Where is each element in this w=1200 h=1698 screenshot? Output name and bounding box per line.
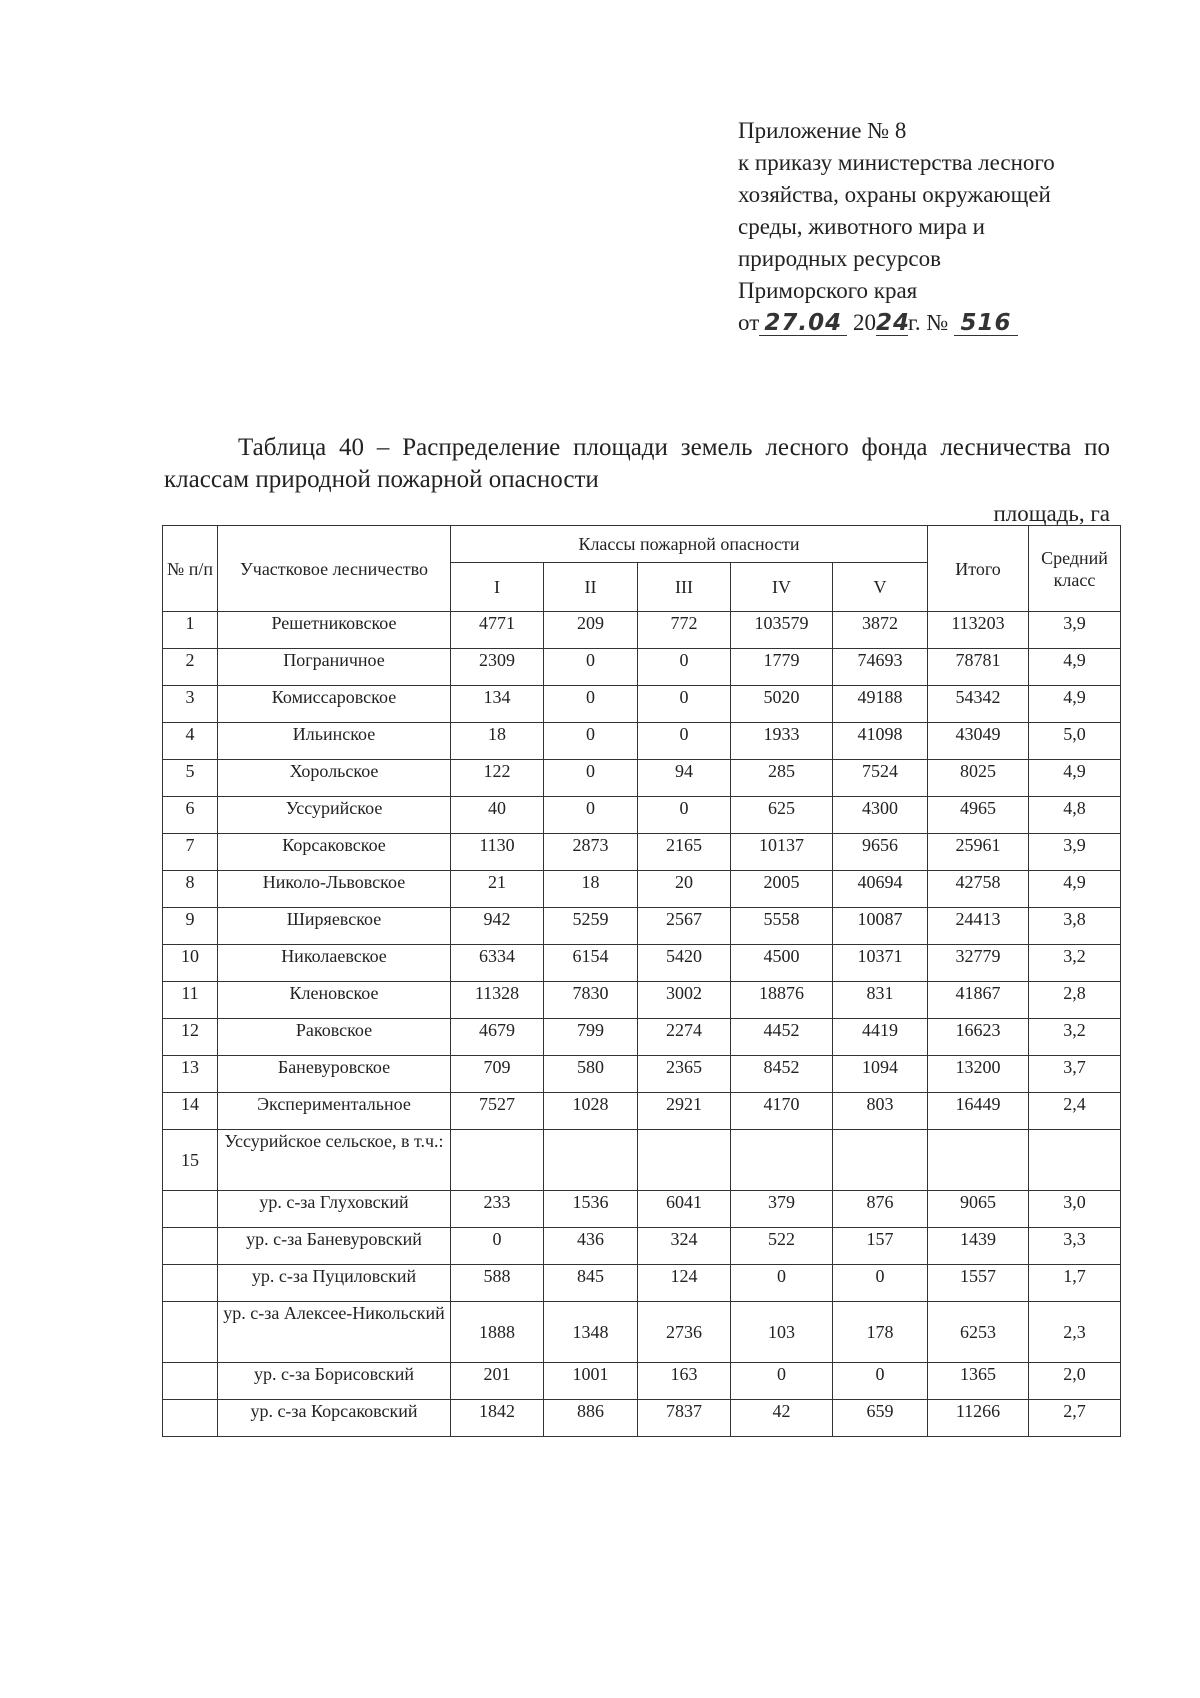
row-number-cell: 8 bbox=[163, 871, 218, 908]
row-number-cell bbox=[163, 1302, 218, 1363]
table-caption: Таблица 40 – Распределение площади земель лесного фонда лесничества по классам природной пожарной опасности bbox=[164, 434, 1110, 493]
class-value-cell: 18 bbox=[544, 871, 638, 908]
class-value-cell: 580 bbox=[544, 1056, 638, 1093]
class-value-cell: 0 bbox=[638, 797, 731, 834]
table-row bbox=[163, 649, 1121, 686]
table-row bbox=[163, 797, 1121, 834]
class-value-cell: 20 bbox=[638, 871, 731, 908]
class-value-cell: 2309 bbox=[451, 649, 544, 686]
class-value-cell: 803 bbox=[833, 1093, 928, 1130]
class-value-cell: 0 bbox=[833, 1265, 928, 1302]
average-class-cell: 2,3 bbox=[1029, 1302, 1121, 1363]
total-cell: 4965 bbox=[928, 797, 1029, 834]
class-value-cell: 0 bbox=[731, 1363, 833, 1400]
class-value-cell: 324 bbox=[638, 1228, 731, 1265]
class-value-cell: 6154 bbox=[544, 945, 638, 982]
table-row bbox=[163, 871, 1121, 908]
row-number-cell: 6 bbox=[163, 797, 218, 834]
header-total: Итого bbox=[928, 526, 1029, 612]
order-from-label: от bbox=[738, 310, 760, 335]
table-row bbox=[163, 1191, 1121, 1228]
row-number-cell: 15 bbox=[163, 1130, 218, 1191]
total-cell: 9065 bbox=[928, 1191, 1029, 1228]
header-class-i: I bbox=[451, 563, 544, 612]
average-class-cell: 2,7 bbox=[1029, 1400, 1121, 1437]
class-value-cell: 2274 bbox=[638, 1019, 731, 1056]
class-value-cell: 103 bbox=[731, 1302, 833, 1363]
total-cell: 16623 bbox=[928, 1019, 1029, 1056]
order-year-handwritten: 24 bbox=[876, 310, 911, 336]
table-row bbox=[163, 1130, 1121, 1191]
table-row bbox=[163, 686, 1121, 723]
class-value-cell bbox=[544, 1130, 638, 1191]
class-value-cell: 0 bbox=[638, 649, 731, 686]
table-row bbox=[163, 760, 1121, 797]
class-value-cell: 2365 bbox=[638, 1056, 731, 1093]
total-cell: 1439 bbox=[928, 1228, 1029, 1265]
class-value-cell: 625 bbox=[731, 797, 833, 834]
class-value-cell: 233 bbox=[451, 1191, 544, 1228]
row-number-cell: 14 bbox=[163, 1093, 218, 1130]
class-value-cell: 0 bbox=[544, 760, 638, 797]
class-value-cell: 1536 bbox=[544, 1191, 638, 1228]
district-name-cell: Корсаковское bbox=[218, 834, 451, 871]
district-name-cell: Хорольское bbox=[218, 760, 451, 797]
row-number-cell: 13 bbox=[163, 1056, 218, 1093]
district-name-cell: Баневуровское bbox=[218, 1056, 451, 1093]
table-header bbox=[163, 526, 1121, 612]
table-row bbox=[163, 723, 1121, 760]
class-value-cell: 1094 bbox=[833, 1056, 928, 1093]
row-number-cell bbox=[163, 1228, 218, 1265]
district-name-cell: Уссурийское bbox=[218, 797, 451, 834]
table-row bbox=[163, 834, 1121, 871]
average-class-cell: 3,2 bbox=[1029, 1019, 1121, 1056]
class-value-cell: 42 bbox=[731, 1400, 833, 1437]
district-name-cell: ур. с-за Алексее-Никольский bbox=[218, 1302, 451, 1363]
class-value-cell: 1888 bbox=[451, 1302, 544, 1363]
appendix-line: природных ресурсов bbox=[738, 246, 941, 271]
class-value-cell: 2567 bbox=[638, 908, 731, 945]
class-value-cell: 10371 bbox=[833, 945, 928, 982]
class-value-cell: 5020 bbox=[731, 686, 833, 723]
table-row bbox=[163, 1093, 1121, 1130]
class-value-cell: 4419 bbox=[833, 1019, 928, 1056]
average-class-cell: 4,8 bbox=[1029, 797, 1121, 834]
district-name-cell: Николаевское bbox=[218, 945, 451, 982]
class-value-cell: 588 bbox=[451, 1265, 544, 1302]
class-value-cell: 772 bbox=[638, 612, 731, 649]
fire-danger-table bbox=[162, 525, 1121, 1437]
appendix-line: хозяйства, охраны окружающей bbox=[738, 182, 1051, 207]
class-value-cell: 5259 bbox=[544, 908, 638, 945]
row-number-cell: 5 bbox=[163, 760, 218, 797]
district-name-cell: Комиссаровское bbox=[218, 686, 451, 723]
table-row bbox=[163, 1302, 1121, 1363]
total-cell bbox=[928, 1130, 1029, 1191]
average-class-cell: 3,3 bbox=[1029, 1228, 1121, 1265]
district-name-cell: Пограничное bbox=[218, 649, 451, 686]
class-value-cell: 7830 bbox=[544, 982, 638, 1019]
header-class-v: V bbox=[833, 563, 928, 612]
class-value-cell: 285 bbox=[731, 760, 833, 797]
class-value-cell: 4679 bbox=[451, 1019, 544, 1056]
class-value-cell: 7527 bbox=[451, 1093, 544, 1130]
class-value-cell: 876 bbox=[833, 1191, 928, 1228]
table-row bbox=[163, 1265, 1121, 1302]
average-class-cell: 3,8 bbox=[1029, 908, 1121, 945]
class-value-cell: 886 bbox=[544, 1400, 638, 1437]
total-cell: 8025 bbox=[928, 760, 1029, 797]
class-value-cell bbox=[638, 1130, 731, 1191]
header-class-ii: II bbox=[544, 563, 638, 612]
class-value-cell bbox=[833, 1130, 928, 1191]
average-class-cell bbox=[1029, 1130, 1121, 1191]
row-number-cell bbox=[163, 1363, 218, 1400]
class-value-cell: 40 bbox=[451, 797, 544, 834]
class-value-cell: 5558 bbox=[731, 908, 833, 945]
class-value-cell: 942 bbox=[451, 908, 544, 945]
class-value-cell: 1001 bbox=[544, 1363, 638, 1400]
class-value-cell: 0 bbox=[638, 723, 731, 760]
total-cell: 1557 bbox=[928, 1265, 1029, 1302]
class-value-cell: 124 bbox=[638, 1265, 731, 1302]
class-value-cell: 18876 bbox=[731, 982, 833, 1019]
class-value-cell: 74693 bbox=[833, 649, 928, 686]
class-value-cell: 41098 bbox=[833, 723, 928, 760]
appendix-line: Приложение № 8 bbox=[738, 118, 907, 143]
average-class-cell: 3,7 bbox=[1029, 1056, 1121, 1093]
class-value-cell: 379 bbox=[731, 1191, 833, 1228]
total-cell: 13200 bbox=[928, 1056, 1029, 1093]
average-class-cell: 5,0 bbox=[1029, 723, 1121, 760]
district-name-cell: Раковское bbox=[218, 1019, 451, 1056]
class-value-cell: 10137 bbox=[731, 834, 833, 871]
average-class-cell: 4,9 bbox=[1029, 686, 1121, 723]
class-value-cell: 4300 bbox=[833, 797, 928, 834]
class-value-cell: 659 bbox=[833, 1400, 928, 1437]
table-row bbox=[163, 1228, 1121, 1265]
district-name-cell: Экспериментальное bbox=[218, 1093, 451, 1130]
class-value-cell: 0 bbox=[544, 649, 638, 686]
class-value-cell: 0 bbox=[451, 1228, 544, 1265]
appendix-line: Приморского края bbox=[738, 278, 918, 303]
district-name-cell: ур. с-за Баневуровский bbox=[218, 1228, 451, 1265]
order-year-prefix: 20 bbox=[853, 310, 876, 335]
district-name-cell: Ильинское bbox=[218, 723, 451, 760]
class-value-cell: 18 bbox=[451, 723, 544, 760]
appendix-line: к приказу министерства лесного bbox=[738, 150, 1055, 175]
row-number-cell: 3 bbox=[163, 686, 218, 723]
row-number-cell bbox=[163, 1265, 218, 1302]
average-class-cell: 2,4 bbox=[1029, 1093, 1121, 1130]
class-value-cell: 3872 bbox=[833, 612, 928, 649]
class-value-cell: 436 bbox=[544, 1228, 638, 1265]
total-cell: 25961 bbox=[928, 834, 1029, 871]
class-value-cell: 49188 bbox=[833, 686, 928, 723]
table-row bbox=[163, 945, 1121, 982]
average-class-cell: 4,9 bbox=[1029, 871, 1121, 908]
class-value-cell: 3002 bbox=[638, 982, 731, 1019]
total-cell: 113203 bbox=[928, 612, 1029, 649]
total-cell: 16449 bbox=[928, 1093, 1029, 1130]
district-name-cell: ур. с-за Борисовский bbox=[218, 1363, 451, 1400]
class-value-cell: 1130 bbox=[451, 834, 544, 871]
header-number: № п/п bbox=[163, 526, 218, 612]
class-value-cell: 163 bbox=[638, 1363, 731, 1400]
appendix-line: среды, животного мира и bbox=[738, 214, 985, 239]
total-cell: 6253 bbox=[928, 1302, 1029, 1363]
header-classes-group: Классы пожарной опасности bbox=[451, 526, 928, 563]
average-class-cell: 3,9 bbox=[1029, 834, 1121, 871]
row-number-cell: 1 bbox=[163, 612, 218, 649]
table-row bbox=[163, 1363, 1121, 1400]
row-number-cell: 2 bbox=[163, 649, 218, 686]
total-cell: 42758 bbox=[928, 871, 1029, 908]
class-value-cell: 2873 bbox=[544, 834, 638, 871]
district-name-cell: ур. с-за Глуховский bbox=[218, 1191, 451, 1228]
class-value-cell: 157 bbox=[833, 1228, 928, 1265]
average-class-cell: 3,9 bbox=[1029, 612, 1121, 649]
header-district: Участковое лесничество bbox=[218, 526, 451, 612]
total-cell: 41867 bbox=[928, 982, 1029, 1019]
class-value-cell: 8452 bbox=[731, 1056, 833, 1093]
order-number-label: г. № bbox=[908, 310, 949, 335]
class-value-cell: 209 bbox=[544, 612, 638, 649]
row-number-cell: 10 bbox=[163, 945, 218, 982]
class-value-cell: 5420 bbox=[638, 945, 731, 982]
class-value-cell: 799 bbox=[544, 1019, 638, 1056]
class-value-cell: 10087 bbox=[833, 908, 928, 945]
header-class-iii: III bbox=[638, 563, 731, 612]
class-value-cell: 134 bbox=[451, 686, 544, 723]
average-class-cell: 4,9 bbox=[1029, 760, 1121, 797]
row-number-cell: 11 bbox=[163, 982, 218, 1019]
class-value-cell bbox=[451, 1130, 544, 1191]
class-value-cell: 2165 bbox=[638, 834, 731, 871]
row-number-cell: 4 bbox=[163, 723, 218, 760]
row-number-cell: 12 bbox=[163, 1019, 218, 1056]
class-value-cell bbox=[731, 1130, 833, 1191]
table-row bbox=[163, 612, 1121, 649]
average-class-cell: 4,9 bbox=[1029, 649, 1121, 686]
class-value-cell: 21 bbox=[451, 871, 544, 908]
table-row bbox=[163, 1019, 1121, 1056]
district-name-cell: Николо-Львовское bbox=[218, 871, 451, 908]
class-value-cell: 7837 bbox=[638, 1400, 731, 1437]
average-class-cell: 1,7 bbox=[1029, 1265, 1121, 1302]
district-name-cell: Уссурийское сельское, в т.ч.: bbox=[218, 1130, 451, 1191]
class-value-cell: 522 bbox=[731, 1228, 833, 1265]
unit-label: площадь, га bbox=[993, 501, 1110, 526]
table-row bbox=[163, 982, 1121, 1019]
class-value-cell: 9656 bbox=[833, 834, 928, 871]
class-value-cell: 4452 bbox=[731, 1019, 833, 1056]
class-value-cell: 6041 bbox=[638, 1191, 731, 1228]
average-class-cell: 3,0 bbox=[1029, 1191, 1121, 1228]
table-body bbox=[163, 612, 1121, 1437]
class-value-cell: 0 bbox=[833, 1363, 928, 1400]
order-reference-line bbox=[738, 307, 1055, 339]
class-value-cell: 103579 bbox=[731, 612, 833, 649]
class-value-cell: 1028 bbox=[544, 1093, 638, 1130]
class-value-cell: 0 bbox=[544, 797, 638, 834]
class-value-cell: 0 bbox=[731, 1265, 833, 1302]
table-row bbox=[163, 1400, 1121, 1437]
class-value-cell: 201 bbox=[451, 1363, 544, 1400]
table-row bbox=[163, 1056, 1121, 1093]
total-cell: 1365 bbox=[928, 1363, 1029, 1400]
class-value-cell: 7524 bbox=[833, 760, 928, 797]
district-name-cell: ур. с-за Корсаковский bbox=[218, 1400, 451, 1437]
total-cell: 43049 bbox=[928, 723, 1029, 760]
class-value-cell: 0 bbox=[544, 686, 638, 723]
total-cell: 54342 bbox=[928, 686, 1029, 723]
class-value-cell: 2005 bbox=[731, 871, 833, 908]
class-value-cell: 4771 bbox=[451, 612, 544, 649]
class-value-cell: 122 bbox=[451, 760, 544, 797]
table-row bbox=[163, 908, 1121, 945]
class-value-cell: 1779 bbox=[731, 649, 833, 686]
total-cell: 32779 bbox=[928, 945, 1029, 982]
total-cell: 11266 bbox=[928, 1400, 1029, 1437]
class-value-cell: 6334 bbox=[451, 945, 544, 982]
total-cell: 78781 bbox=[928, 649, 1029, 686]
district-name-cell: Кленовское bbox=[218, 982, 451, 1019]
average-class-cell: 2,8 bbox=[1029, 982, 1121, 1019]
class-value-cell: 2736 bbox=[638, 1302, 731, 1363]
row-number-cell bbox=[163, 1400, 218, 1437]
class-value-cell: 709 bbox=[451, 1056, 544, 1093]
class-value-cell: 1348 bbox=[544, 1302, 638, 1363]
district-name-cell: Ширяевское bbox=[218, 908, 451, 945]
class-value-cell: 11328 bbox=[451, 982, 544, 1019]
class-value-cell: 94 bbox=[638, 760, 731, 797]
class-value-cell: 4500 bbox=[731, 945, 833, 982]
order-number-handwritten: 516 bbox=[954, 311, 1018, 336]
district-name-cell: ур. с-за Пуциловский bbox=[218, 1265, 451, 1302]
average-class-cell: 3,2 bbox=[1029, 945, 1121, 982]
total-cell: 24413 bbox=[928, 908, 1029, 945]
class-value-cell: 845 bbox=[544, 1265, 638, 1302]
class-value-cell: 2921 bbox=[638, 1093, 731, 1130]
class-value-cell: 4170 bbox=[731, 1093, 833, 1130]
header-class-iv: IV bbox=[731, 563, 833, 612]
district-name-cell: Решетниковское bbox=[218, 612, 451, 649]
average-class-cell: 2,0 bbox=[1029, 1363, 1121, 1400]
class-value-cell: 40694 bbox=[833, 871, 928, 908]
class-value-cell: 0 bbox=[638, 686, 731, 723]
appendix-header bbox=[738, 115, 1055, 339]
class-value-cell: 0 bbox=[544, 723, 638, 760]
class-value-cell: 1842 bbox=[451, 1400, 544, 1437]
order-date-handwritten: 27.04 bbox=[759, 311, 847, 336]
class-value-cell: 1933 bbox=[731, 723, 833, 760]
class-value-cell: 831 bbox=[833, 982, 928, 1019]
row-number-cell: 7 bbox=[163, 834, 218, 871]
class-value-cell: 178 bbox=[833, 1302, 928, 1363]
header-average: Средний класс bbox=[1029, 526, 1121, 612]
row-number-cell: 9 bbox=[163, 908, 218, 945]
row-number-cell bbox=[163, 1191, 218, 1228]
